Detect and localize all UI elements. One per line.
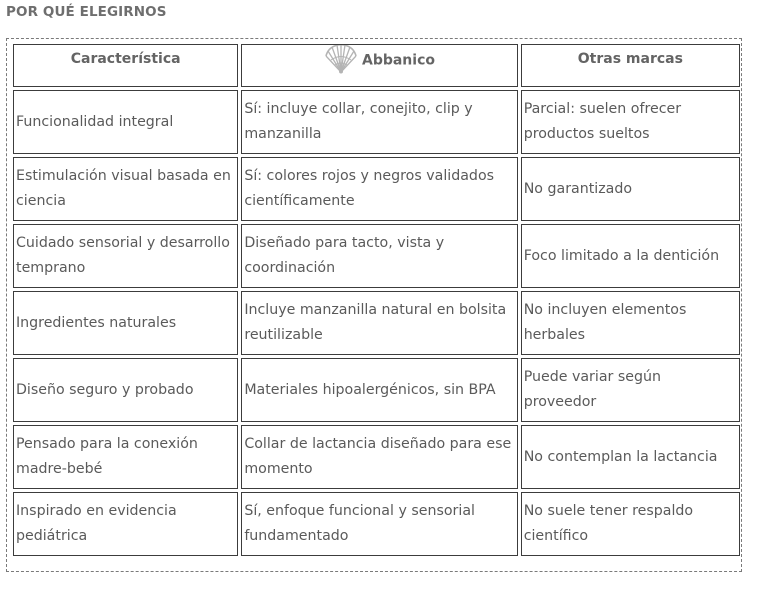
table-row <box>13 157 740 221</box>
table-row <box>13 425 740 489</box>
table-row <box>13 224 740 288</box>
feature-cell: Pensado para la conexión madre-bebé <box>13 425 238 489</box>
feature-cell: Inspirado en evidencia pediátrica <box>13 492 238 556</box>
feature-cell: Funcionalidad integral <box>13 90 238 154</box>
others-cell: Puede variar según proveedor <box>521 358 740 422</box>
brand-cell: Incluye manzanilla natural en bolsita reutilizable <box>241 291 517 355</box>
table-row <box>13 90 740 154</box>
others-cell: No contemplan la lactancia <box>521 425 740 489</box>
others-cell: No garantizado <box>521 157 740 221</box>
feature-cell: Ingredientes naturales <box>13 291 238 355</box>
table-row <box>13 291 740 355</box>
feature-cell: Diseño seguro y probado <box>13 358 238 422</box>
header-feature: Característica <box>13 44 238 87</box>
feature-cell: Cuidado sensorial y desarrollo temprano <box>13 224 238 288</box>
feature-cell: Estimulación visual basada en ciencia <box>13 157 238 221</box>
brand-cell: Sí: colores rojos y negros validados científicamente <box>241 157 517 221</box>
brand-name: Abbanico <box>361 52 435 69</box>
header-others: Otras marcas <box>521 44 740 87</box>
brand-cell: Materiales hipoalergénicos, sin BPA <box>241 358 517 422</box>
fan-logo-icon <box>324 44 358 74</box>
others-cell: Parcial: suelen ofrecer productos sueltos <box>521 90 740 154</box>
table-header-row <box>13 44 740 87</box>
header-brand <box>241 44 517 87</box>
brand-cell: Sí, enfoque funcional y sensorial fundamentado <box>241 492 517 556</box>
brand-cell: Sí: incluye collar, conejito, clip y manzanilla <box>241 90 517 154</box>
others-cell: No suele tener respaldo científico <box>521 492 740 556</box>
others-cell: Foco limitado a la dentición <box>521 224 740 288</box>
table-row <box>13 492 740 556</box>
section-heading: POR QUÉ ELEGIRNOS <box>6 4 167 20</box>
comparison-frame <box>6 38 742 572</box>
others-cell: No incluyen elementos herbales <box>521 291 740 355</box>
brand-cell: Collar de lactancia diseñado para ese momento <box>241 425 517 489</box>
comparison-table <box>10 41 743 559</box>
table-row <box>13 358 740 422</box>
brand-cell: Diseñado para tacto, vista y coordinación <box>241 224 517 288</box>
